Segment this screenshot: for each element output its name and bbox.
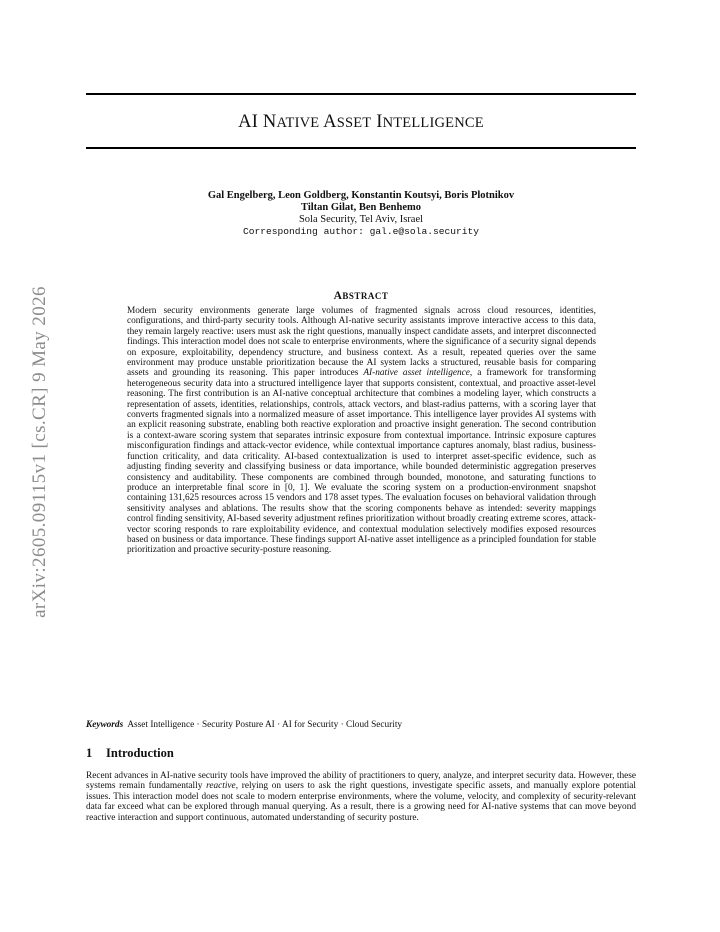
keywords-line [86,720,636,731]
abstract-body: Modern security environments generate large volumes of fragmented signals across cloud resources, identities, configurations, and third-party security tools. Although AI-native security assistants improve interactive access to this data, they remain largely reactive: users must ask the right questions, manually inspect candidate assets, and interpret disconnected findings. This interaction model does not scale to enterprise environments, where the significance of a security signal depends on exposure, exploitability, dependency structure, and business context. As a result, repeated queries over the same environment may produce unstable prioritization because the AI system lacks a structured, reusable basis for comparing assets and grounding its reasoning. This paper introduces AI-native asset intelligence, a framework for transforming heterogeneous security data into a structured intelligence layer that supports consistent, contextual, and proactive asset-level reasoning. The first contribution is an AI-native conceptual architecture that combines a modeling layer, which constructs a representation of assets, identities, relationships, controls, attack vectors, and blast-radius patterns, with a scoring layer that converts fragmented signals into a normalized measure of asset importance. This intelligence layer provides AI systems with an explicit reasoning substrate, enabling both reactive exploration and proactive insight generation. The second contribution is a context-aware scoring system that separates intrinsic exposure from contextual importance. Intrinsic exposure captures misconfiguration findings and attack-vector evidence, while contextual importance captures anomaly, blast radius, business-function criticality, and data criticality. AI-based contextualization is used to interpret asset-specific evidence, such as adjusting finding severity and classifying business or data importance, while bounded deterministic aggregation preserves consistency and auditability. These components are combined through bounded, monotone, and saturating functions to produce an interpretable final score in [0, 1]. We evaluate the scoring system on a production-environment snapshot containing 131,625 resources across 15 vendors and 178 asset types. The evaluation focuses on behavioral validation through sensitivity analyses and ablations. The results show that the scoring components behave as intended: severity mappings control finding sensitivity, AI-based severity adjustment refines prioritization without broadly creating extreme scores, attack-vector scoring responds to rare exploitability evidence, and contextual modulation selectively modifies exposed resources based on business or data importance. These findings support AI-native asset intelligence as a principled foundation for stable prioritization and proactive security-posture reasoning. [127,306,596,556]
intro-emphasis: reactive [206,781,236,792]
title-rule-top [86,93,636,95]
author-block [86,190,636,238]
section-title: Introduction [106,746,174,760]
author-names: Gal Engelberg, Leon Goldberg, Konstantin Koutsyi, Boris Plotnikov [207,190,515,201]
abstract-emphasis: AI-native asset intelligence [363,368,470,379]
title-word-1: AI [238,112,259,132]
affiliation: Sola Security, Tel Aviv, Israel [298,214,424,225]
corresponding-author: Corresponding author: gal.e@sola.security [242,226,480,237]
arxiv-identifier: arXiv:2605.09115v1 [cs.CR] 9 May 2026 [29,286,50,618]
title-word-2: NATIVE [262,112,320,132]
section-heading [86,746,636,761]
title-rule-bottom [86,147,636,149]
title-word-4: INTELLIGENCE [376,112,484,132]
abstract-heading: ABSTRACT [333,290,389,302]
section-number: 1 [86,746,93,760]
introduction-body: Recent advances in AI-native security tools have improved the ability of practitioners to query, analyze, and interpret security data. However, these systems remain fundamentally reactive, relying on users to ask the right questions, investigate specific assets, and manually explore potential issues. This interaction model does not scale to modern enterprise environments, where the volume, velocity, and complexity of security-relevant data far exceed what can be explored through manual querying. As a result, there is a growing need for AI-native systems that can move beyond reactive interaction and support continuous, automated understanding of security posture. [86,771,636,823]
keywords-label: Keywords [86,720,124,730]
author-names-2: Tiltan Gilat, Ben Benhemo [301,202,421,213]
keywords-text: Asset Intelligence · Security Posture AI · AI for Security · Cloud Security [127,720,403,730]
title-word-3: ASSET [323,112,372,132]
paper-title [86,112,636,133]
